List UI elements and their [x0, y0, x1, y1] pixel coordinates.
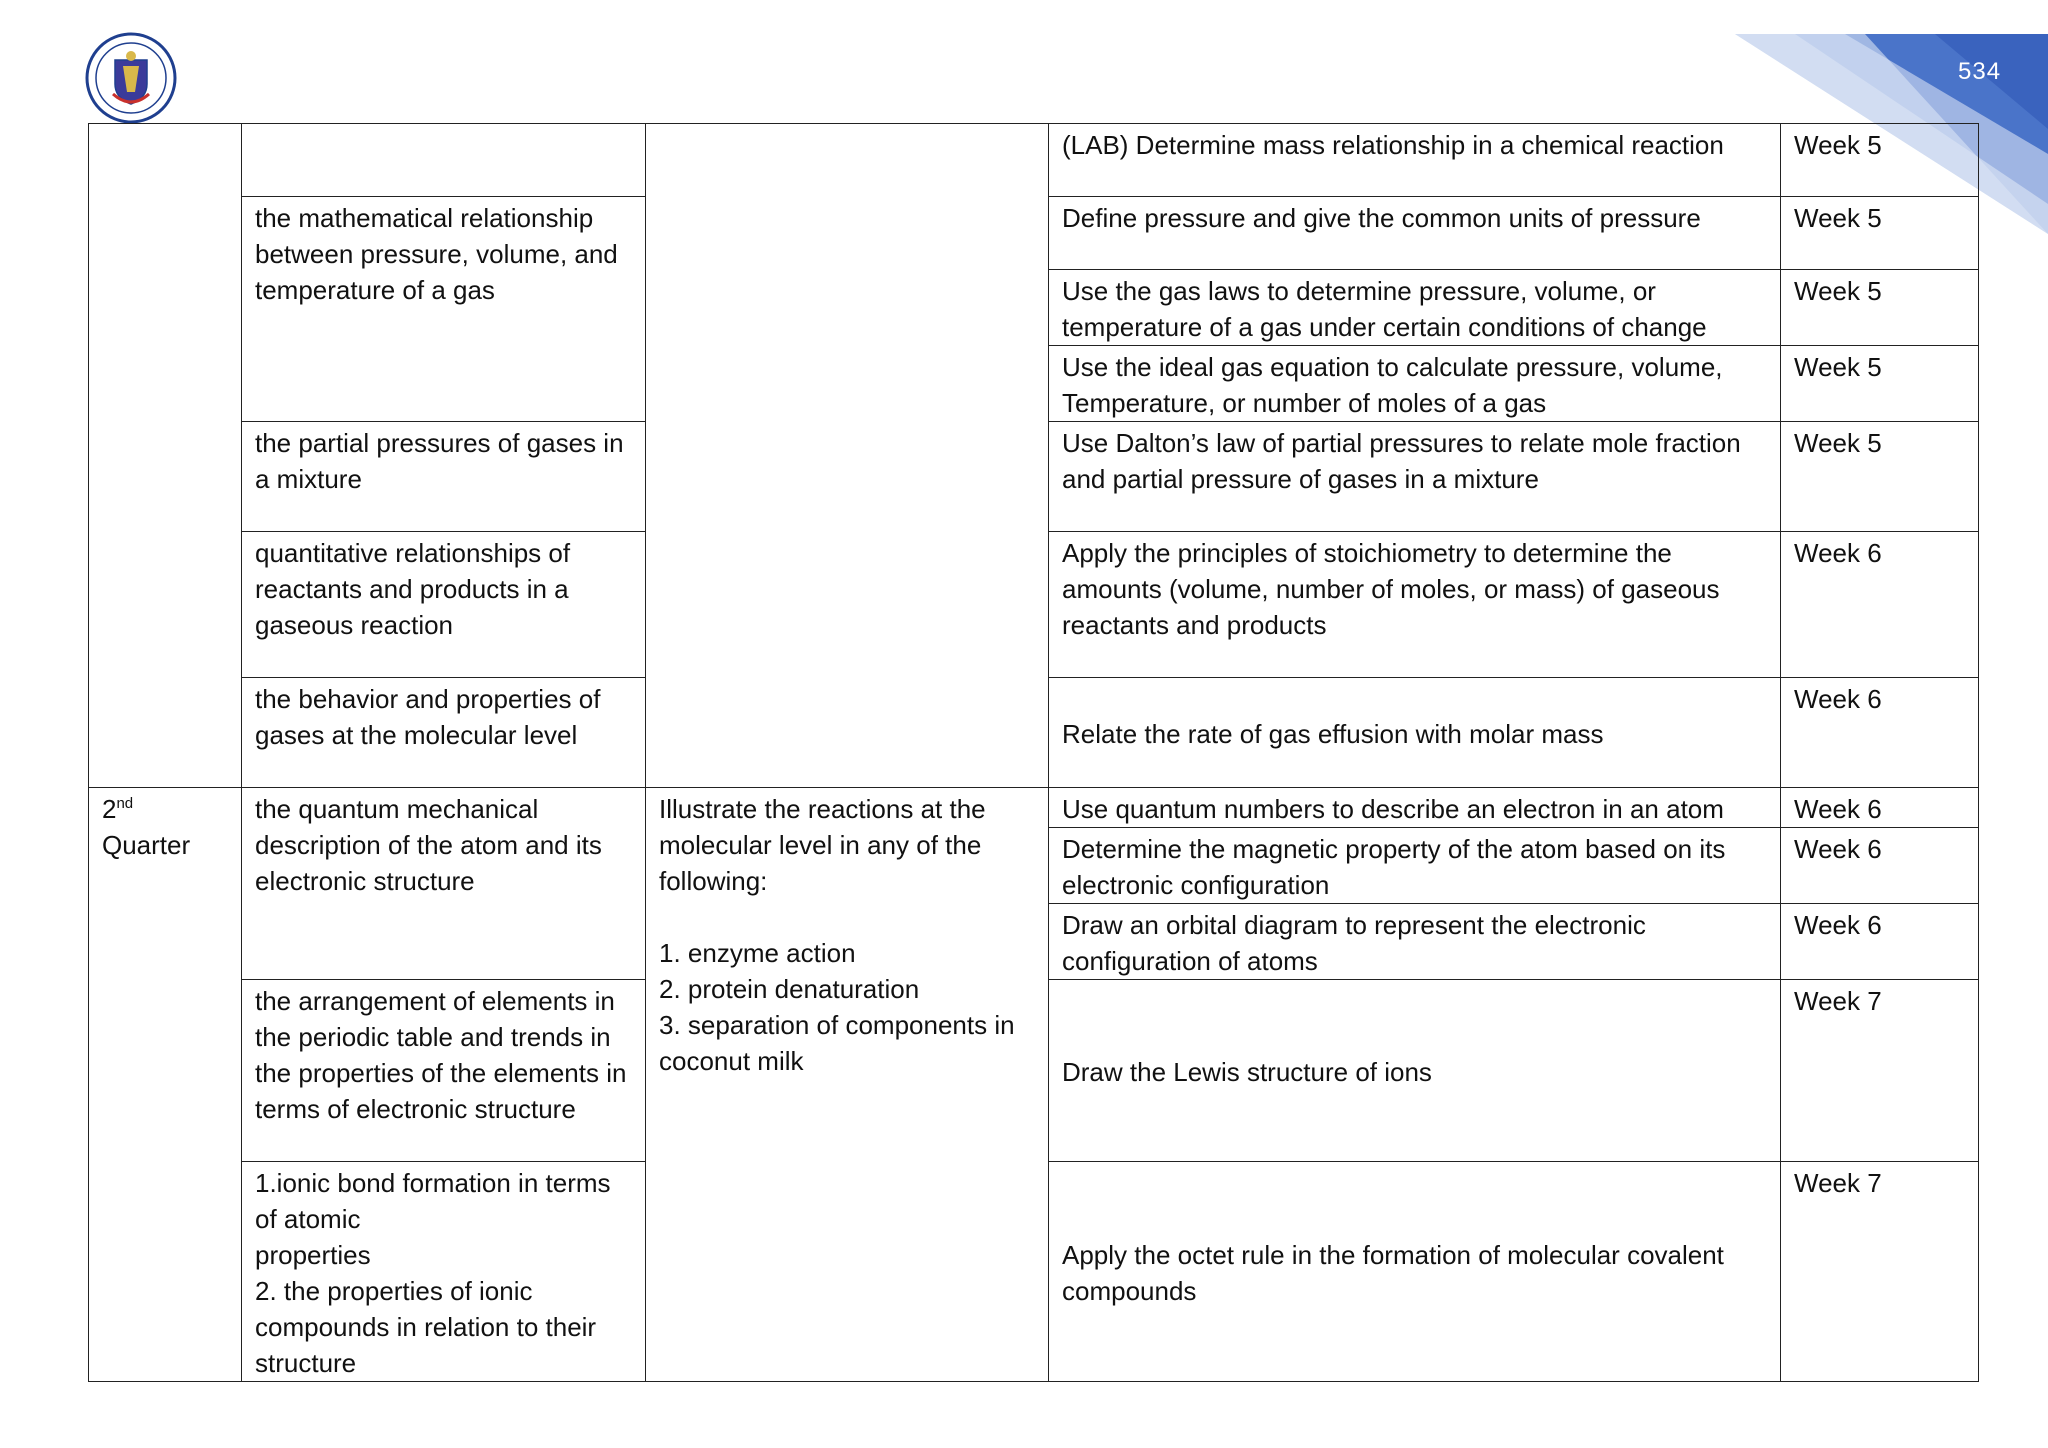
competency-cell: Define pressure and give the common units of pressure: [1049, 197, 1781, 270]
week-cell: Week 5: [1781, 124, 1979, 197]
content-cell: the mathematical relationship between pressure, volume, and temperature of a gas: [242, 197, 646, 422]
table-row: [89, 124, 1979, 197]
table-row: [89, 788, 1979, 828]
content-cell: the quantum mechanical description of the atom and its electronic structure: [242, 788, 646, 980]
content-cell: the partial pressures of gases in a mixture: [242, 422, 646, 532]
week-cell: Week 6: [1781, 532, 1979, 678]
content-line: 2. the properties of ionic compounds in relation to their structure: [255, 1276, 597, 1378]
performance-intro: Illustrate the reactions at the molecular level in any of the following:: [659, 794, 986, 896]
week-cell: Week 5: [1781, 197, 1979, 270]
week-cell: Week 5: [1781, 270, 1979, 346]
performance-item: 3. separation of components in coconut milk: [659, 1010, 1015, 1076]
week-cell: Week 7: [1781, 1162, 1979, 1382]
performance-cell: [646, 788, 1049, 1382]
curriculum-table: [88, 123, 1979, 1382]
quarter-label: Quarter: [102, 830, 191, 860]
deped-seal-icon: [85, 32, 177, 124]
competency-cell: Apply the octet rule in the formation of molecular covalent compounds: [1049, 1162, 1781, 1382]
week-cell: Week 7: [1781, 980, 1979, 1162]
competency-cell: Use the ideal gas equation to calculate pressure, volume, Temperature, or number of moles of a gas: [1049, 346, 1781, 422]
quarter-cell: [89, 124, 242, 788]
quarter-cell: [89, 788, 242, 1382]
competency-cell: Draw the Lewis structure of ions: [1049, 980, 1781, 1162]
quarter-number: 2: [102, 794, 117, 824]
content-cell: [242, 124, 646, 197]
content-cell: quantitative relationships of reactants and products in a gaseous reaction: [242, 532, 646, 678]
week-cell: Week 5: [1781, 346, 1979, 422]
competency-cell: Use the gas laws to determine pressure, volume, or temperature of a gas under certain conditions of change: [1049, 270, 1781, 346]
quarter-suffix: nd: [116, 795, 134, 812]
competency-cell: Draw an orbital diagram to represent the electronic configuration of atoms: [1049, 904, 1781, 980]
week-cell: Week 6: [1781, 828, 1979, 904]
content-cell: the arrangement of elements in the periodic table and trends in the properties of the elements in terms of electronic structure: [242, 980, 646, 1162]
content-cell: the behavior and properties of gases at the molecular level: [242, 678, 646, 788]
page-number: 534: [1958, 58, 2002, 85]
competency-cell: (LAB) Determine mass relationship in a chemical reaction: [1049, 124, 1781, 197]
content-cell: [242, 1162, 646, 1382]
week-cell: Week 6: [1781, 678, 1979, 788]
content-line: 1.ionic bond formation in terms of atomic: [255, 1168, 611, 1234]
week-cell: Week 6: [1781, 904, 1979, 980]
competency-cell: Relate the rate of gas effusion with molar mass: [1049, 678, 1781, 788]
competency-cell: Use quantum numbers to describe an electron in an atom: [1049, 788, 1781, 828]
week-cell: Week 6: [1781, 788, 1979, 828]
competency-cell: Determine the magnetic property of the atom based on its electronic configuration: [1049, 828, 1781, 904]
performance-item: 2. protein denaturation: [659, 974, 920, 1004]
content-line: properties: [255, 1240, 371, 1270]
week-cell: Week 5: [1781, 422, 1979, 532]
performance-cell: [646, 124, 1049, 788]
competency-cell: Apply the principles of stoichiometry to determine the amounts (volume, number of moles, or mass) of gaseous reactants and products: [1049, 532, 1781, 678]
performance-item: 1. enzyme action: [659, 938, 856, 968]
competency-cell: Use Dalton’s law of partial pressures to relate mole fraction and partial pressure of gases in a mixture: [1049, 422, 1781, 532]
